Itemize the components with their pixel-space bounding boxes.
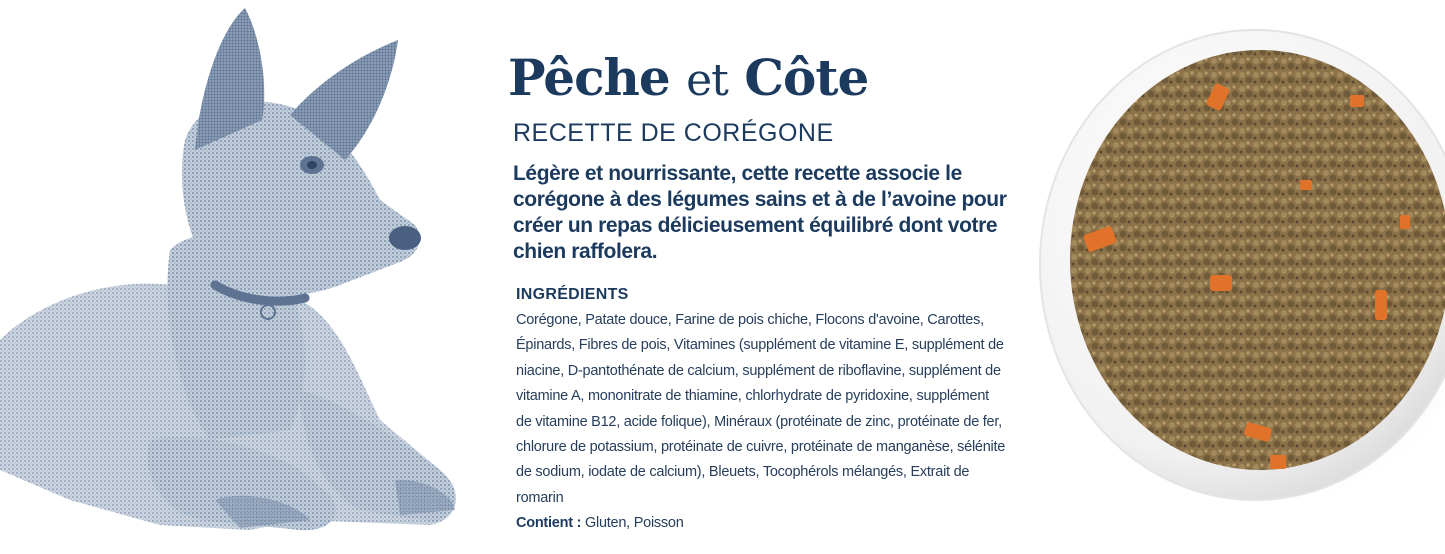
ingredients-list: Corégone, Patate douce, Farine de pois chiche, Flocons d'avoine, Carottes, Épinards, Fibres de pois, Vitamines (supplément de vitamine E, supplément de niacine, D-pantothénate de calcium, supplément de riboflavine, supplément de vitamine A, mononitrate de thiamine, chlorhydrate de pyridoxine, supplément de vitamine B12, acide folique), Minéraux (protéinate de zinc, protéinate de fer, chlorure de potassium, protéinate de cuivre, protéinate de manganèse, sélénite de sodium, iodate de calcium), Bleuets, Tocophérols mélangés, Extrait de romarin [516, 312, 1006, 506]
recipe-subtitle: RECETTE DE CORÉGONE [513, 119, 834, 147]
allergen-value: Gluten, Poisson [584, 515, 684, 532]
allergen-label: Contient : [516, 515, 582, 532]
title-et: et [686, 55, 728, 106]
dog-illustration [0, 0, 470, 554]
product-description: Légère et nourrissante, cette recette associe le corégone à des légumes sains et à de l’avoine pour créer un repas délicieusement équilibré dont votre chien raffolera. [513, 162, 1007, 263]
food-bowl-image [1015, 15, 1445, 525]
ingredients-heading: INGRÉDIENTS [516, 286, 629, 303]
product-text-block [508, 48, 1008, 536]
bowl-food [1070, 50, 1445, 470]
title-peche: Pêche [508, 48, 670, 107]
product-title [508, 48, 1008, 111]
title-cote: Côte [744, 48, 869, 107]
dog-nose [389, 226, 421, 250]
allergen-line [516, 511, 1008, 536]
